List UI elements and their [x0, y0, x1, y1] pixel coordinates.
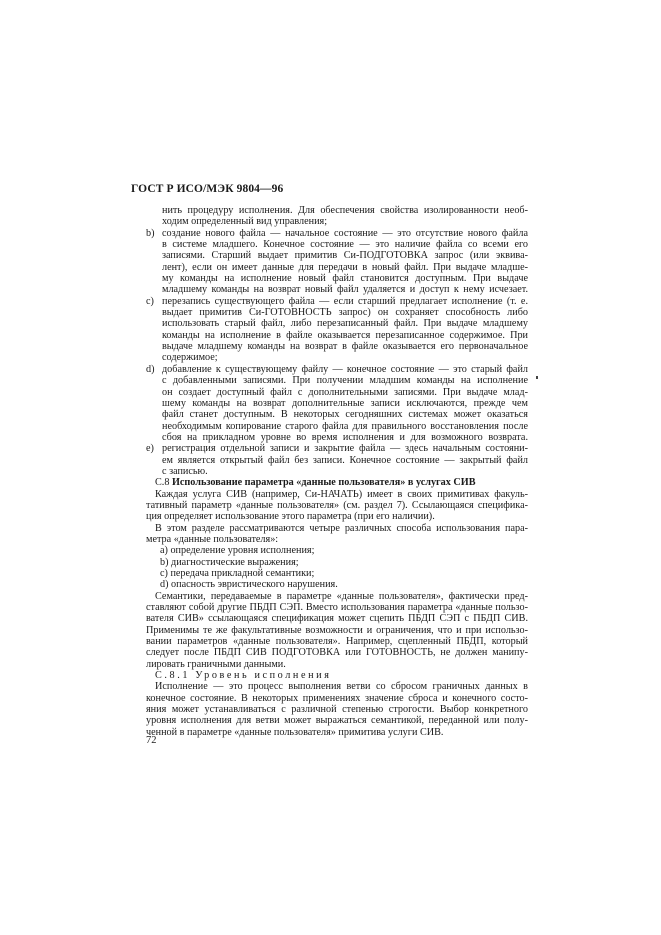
text-line: шему команды на возврат дополнительные записи исключаются, прежде чем	[162, 397, 528, 409]
list-item: c) передача прикладной семантики;	[160, 568, 315, 579]
text-line: ем является открытый файл без записи. Конечное состояние — закрытый файл	[162, 454, 528, 466]
text-line: Каждая услуга СИВ (например, Си-НАЧАТЬ) имеет в своих примитивах факуль-	[155, 488, 528, 500]
list-label: b)	[146, 227, 155, 239]
text-line: команды на исполнение в файле оказывается перезаписанное содержимое. При	[162, 329, 528, 341]
text-line: ставляют собой другие ПБДП СЭП. Вместо использования параметра «данные пользо-	[146, 602, 528, 614]
text-line: В этом разделе рассматриваются четыре различных способа использования пара-	[155, 522, 528, 534]
text-line: ходим определенный вид управления;	[162, 216, 328, 228]
text-line: конечное состояние. В некоторых применениях значение сброса и конечного состо-	[146, 692, 528, 704]
text-line: ченной в параметре «данные пользователя» примитива услуги СИВ.	[146, 726, 444, 738]
text-line: Применимы те же факультативные возможности и ограничения, что и при использо-	[146, 624, 528, 636]
text-line: уровня исполнения для ветви может выражаться семантикой, переданной или полу-	[146, 715, 528, 727]
text-line: записями. Старший выдает примитив Си-ПОДГОТОВКА запрос (или эквива-	[162, 250, 528, 262]
page-number: 72	[146, 735, 157, 746]
text-line: Исполнение — это процесс выполнения ветви со сбросом граничных данных в	[155, 681, 528, 693]
text-line: с добавленными записями. При получении младшим команды на исполнение	[162, 375, 528, 387]
text-line: лент), если он имеет данные для передачи в новый файл. При выдаче младше-	[162, 261, 528, 273]
text-line: ция определяет использование этого параметра (при его наличии).	[146, 511, 435, 523]
text-line: младшему команды на возврат новый файл удаляется и доступ к нему исчезает.	[162, 284, 528, 296]
text-line: лировать граничными данными.	[146, 658, 286, 670]
list-item-d: d) добавление к существующему файлу — конечное состояние — это старый файл	[146, 363, 528, 375]
text-line: следует после ПБДП СИВ ПОДГОТОВКА или ГОТОВНОСТЬ, не должен манипу-	[146, 647, 528, 659]
text-line: вании параметров «данные пользователя». Например, сцепленный ПБДП, который	[146, 636, 528, 648]
text-line: в системе младшего. Конечное состояние — это наличие файла со всеми его	[162, 239, 528, 251]
text-line: файл станет доступным. В некоторых сегодняшних системах может оказаться	[162, 409, 528, 421]
text-line: му команды на исполнение новый файл становится доступным. При выдаче	[162, 273, 528, 285]
scan-speck	[536, 376, 538, 379]
text-line: сбоя на прикладном уровне во время исполнения и для возможного возврата.	[162, 431, 528, 443]
text-line: необходимым копирование старого файла для правильного восстановления после	[162, 420, 528, 432]
text-line: тативный параметр «данные пользователя» (см. раздел 7). Ссылающаяся специфика-	[146, 499, 528, 511]
list-item: a) определение уровня исполнения;	[160, 545, 315, 557]
list-item: d) опасность эвристического нарушения.	[160, 579, 338, 591]
list-item: b) диагностические выражения;	[160, 556, 299, 568]
list-item-b: b) создание нового файла — начальное состояние — это отсутствие нового файла	[146, 227, 528, 239]
text-line: вателя СИВ» ссылающаяся спецификация может сцепить ПБДП СЭП с ПБДП СИВ.	[146, 613, 528, 625]
section-heading-c81: С.8.1 Уровень исполнения	[155, 670, 332, 682]
text-line: нить процедуру исполнения. Для обеспечения свойства изолированности необ-	[162, 205, 528, 216]
text-line: яния может устанавливаться с различной степенью строгости. Выбор конкретного	[146, 704, 528, 716]
section-heading-c8: С.8 Использование параметра «данные пользователя» в услугах СИВ	[155, 477, 476, 489]
text-line: содержимое;	[162, 352, 218, 364]
text-line: Семантики, передаваемые в параметре «данные пользователя», фактически пред-	[155, 590, 528, 602]
list-label: d)	[146, 363, 155, 375]
text-line: метра «данные пользователя»:	[146, 533, 279, 545]
list-item-e: e) регистрация отдельной записи и закрытие файла — здесь начальным состояни-	[146, 443, 528, 455]
text-line: выдаче младшему команды на возврат в файле оказывается его первоначальное	[162, 341, 528, 353]
document-body	[146, 205, 528, 738]
list-label: e)	[146, 443, 154, 455]
text-line: использовать старый файл, либо перезаписанный файл. При выдаче младшему	[162, 318, 528, 330]
text-line: выдает примитив Си-ГОТОВНОСТЬ запрос) он сохраняет способность либо	[162, 307, 528, 319]
document-header: ГОСТ Р ИСО/МЭК 9804—96	[131, 183, 284, 195]
text-line: с записью.	[162, 465, 208, 477]
list-label: c)	[146, 295, 154, 307]
list-item-c: c) перезапись существующего файла — если старший предлагает исполнение (т. е.	[146, 295, 528, 307]
text-line: он создает доступный файл с дополнительными записями. При выдаче млад-	[162, 386, 528, 398]
